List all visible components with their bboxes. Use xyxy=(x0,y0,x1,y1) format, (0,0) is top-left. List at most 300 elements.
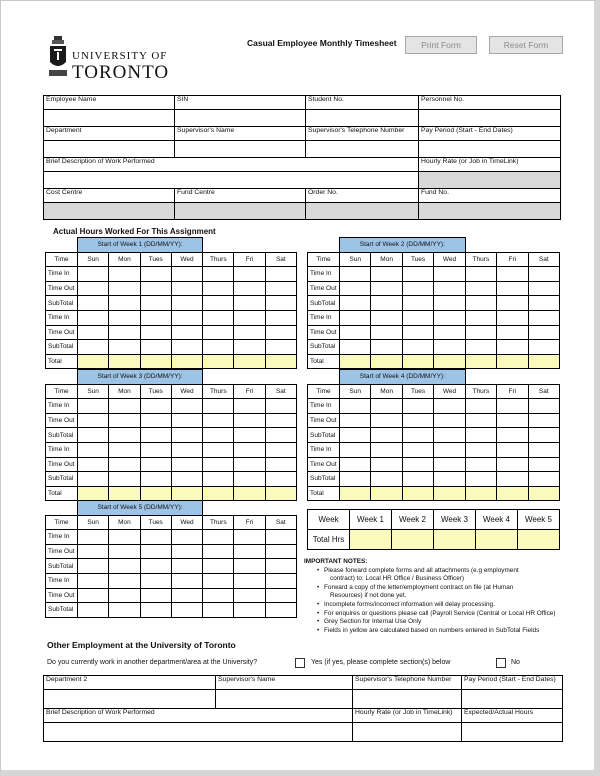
hours-cell[interactable] xyxy=(497,457,528,472)
hours-cell[interactable] xyxy=(203,530,234,545)
hours-cell[interactable] xyxy=(465,472,496,487)
row-label: SubTotal xyxy=(308,472,340,487)
hours-cell[interactable] xyxy=(528,340,559,355)
total-cell xyxy=(465,486,496,501)
hours-cell[interactable] xyxy=(434,413,465,428)
hours-cell[interactable] xyxy=(234,267,265,282)
hours-cell[interactable] xyxy=(109,428,140,443)
hours-cell[interactable] xyxy=(434,428,465,443)
no-label: No xyxy=(511,659,520,666)
hours-cell[interactable] xyxy=(109,413,140,428)
hours-cell[interactable] xyxy=(78,340,109,355)
hours-cell[interactable] xyxy=(203,399,234,414)
hours-cell[interactable] xyxy=(78,530,109,545)
week-4-title: Start of Week 4 (DD/MM/YY): xyxy=(340,370,466,385)
hours-cell[interactable] xyxy=(340,310,371,325)
hours-cell[interactable] xyxy=(234,530,265,545)
hours-cell[interactable] xyxy=(140,267,171,282)
row-label: Time Out xyxy=(46,413,78,428)
day-header: Fri xyxy=(234,515,265,530)
hours-cell[interactable] xyxy=(109,442,140,457)
hours-cell[interactable] xyxy=(265,310,296,325)
row-label: Time In xyxy=(46,399,78,414)
hours-cell[interactable] xyxy=(234,296,265,311)
order-no-field[interactable] xyxy=(306,203,419,220)
hours-cell[interactable] xyxy=(78,296,109,311)
day-header: Sun xyxy=(340,252,371,267)
hours-cell[interactable] xyxy=(371,442,402,457)
hours-cell[interactable] xyxy=(265,530,296,545)
hours-cell[interactable] xyxy=(402,472,433,487)
hours-cell[interactable] xyxy=(203,588,234,603)
hours-cell[interactable] xyxy=(234,325,265,340)
hours-cell[interactable] xyxy=(434,325,465,340)
work-description-field[interactable] xyxy=(44,172,419,189)
hours-cell[interactable] xyxy=(265,544,296,559)
hours-cell[interactable] xyxy=(402,310,433,325)
hours-cell[interactable] xyxy=(171,457,202,472)
hours-cell[interactable] xyxy=(371,472,402,487)
note-line: • For enquires or questions please call (Payroll Service (Central or Local HR Office) xyxy=(324,610,574,619)
hours-cell[interactable] xyxy=(497,325,528,340)
hours-cell[interactable] xyxy=(109,281,140,296)
hours-cell[interactable] xyxy=(465,310,496,325)
hours-cell[interactable] xyxy=(78,573,109,588)
time-column-header: Time xyxy=(308,252,340,267)
other-supervisor-phone-field[interactable] xyxy=(353,690,462,709)
hours-cell[interactable] xyxy=(340,267,371,282)
supervisor-name-field[interactable] xyxy=(175,141,306,158)
hours-cell[interactable] xyxy=(109,544,140,559)
hours-cell[interactable] xyxy=(528,281,559,296)
total-hrs-week-2 xyxy=(392,530,434,550)
hours-cell[interactable] xyxy=(265,603,296,618)
week-title-spacer xyxy=(203,370,297,385)
hours-cell[interactable] xyxy=(140,296,171,311)
row-label: Time Out xyxy=(46,457,78,472)
total-cell xyxy=(434,486,465,501)
hours-cell[interactable] xyxy=(234,399,265,414)
hours-cell[interactable] xyxy=(109,310,140,325)
hours-cell[interactable] xyxy=(234,573,265,588)
hours-cell[interactable] xyxy=(371,325,402,340)
hours-cell[interactable] xyxy=(140,472,171,487)
hours-cell[interactable] xyxy=(140,457,171,472)
supervisor-phone-label: Supervisor's Telephone Number xyxy=(306,127,419,141)
other-hourly-rate-field[interactable] xyxy=(353,723,462,742)
day-header: Wed xyxy=(434,384,465,399)
hours-cell[interactable] xyxy=(171,573,202,588)
employee-name-field[interactable] xyxy=(44,110,175,127)
hours-cell[interactable] xyxy=(203,340,234,355)
hours-cell[interactable] xyxy=(109,573,140,588)
hours-cell[interactable] xyxy=(109,530,140,545)
hours-cell[interactable] xyxy=(265,588,296,603)
hours-cell[interactable] xyxy=(434,457,465,472)
row-label: Time In xyxy=(46,267,78,282)
hours-cell[interactable] xyxy=(340,340,371,355)
row-label: Time In xyxy=(46,530,78,545)
hours-cell[interactable] xyxy=(171,267,202,282)
hours-cell[interactable] xyxy=(140,559,171,574)
hours-cell[interactable] xyxy=(371,428,402,443)
department-field[interactable] xyxy=(44,141,175,158)
hours-cell[interactable] xyxy=(78,281,109,296)
expected-hours-label: Expected/Actual Hours xyxy=(462,709,563,723)
yes-checkbox[interactable] xyxy=(295,658,305,668)
hours-cell[interactable] xyxy=(465,413,496,428)
other-work-description-field[interactable] xyxy=(44,723,353,742)
hours-cell[interactable] xyxy=(109,472,140,487)
hours-cell[interactable] xyxy=(234,413,265,428)
hours-cell[interactable] xyxy=(171,296,202,311)
hours-cell[interactable] xyxy=(234,442,265,457)
hours-cell[interactable] xyxy=(234,544,265,559)
hours-cell[interactable] xyxy=(109,588,140,603)
print-form-button[interactable]: Print Form xyxy=(405,36,477,54)
hours-cell[interactable] xyxy=(109,559,140,574)
hours-cell[interactable] xyxy=(371,281,402,296)
hours-cell[interactable] xyxy=(371,310,402,325)
cost-centre-field[interactable] xyxy=(44,203,175,220)
hours-cell[interactable] xyxy=(371,340,402,355)
row-label: SubTotal xyxy=(308,340,340,355)
no-checkbox[interactable] xyxy=(496,658,506,668)
hours-cell[interactable] xyxy=(203,442,234,457)
day-header: Wed xyxy=(171,252,202,267)
hours-cell[interactable] xyxy=(203,325,234,340)
hours-cell[interactable] xyxy=(340,442,371,457)
supervisor-phone-field[interactable] xyxy=(306,141,419,158)
hours-cell[interactable] xyxy=(402,442,433,457)
day-header: Sun xyxy=(78,252,109,267)
hours-cell[interactable] xyxy=(78,544,109,559)
hours-cell[interactable] xyxy=(497,442,528,457)
hours-cell[interactable] xyxy=(434,472,465,487)
hours-cell[interactable] xyxy=(497,399,528,414)
hours-cell[interactable] xyxy=(234,457,265,472)
hours-cell[interactable] xyxy=(203,573,234,588)
hours-cell[interactable] xyxy=(140,603,171,618)
hours-cell[interactable] xyxy=(402,325,433,340)
note-line: contract) to: Local HR Office / Business Officer) xyxy=(330,575,465,583)
hours-cell[interactable] xyxy=(109,325,140,340)
department-2-field[interactable] xyxy=(44,690,216,709)
total-cell xyxy=(140,486,171,501)
fund-centre-field[interactable] xyxy=(175,203,306,220)
week-1-table xyxy=(45,237,297,369)
hours-cell[interactable] xyxy=(340,281,371,296)
day-header: Sun xyxy=(78,515,109,530)
hours-cell[interactable] xyxy=(402,399,433,414)
hours-cell[interactable] xyxy=(402,457,433,472)
hours-cell[interactable] xyxy=(340,413,371,428)
day-header: Thurs xyxy=(203,515,234,530)
total-cell xyxy=(78,486,109,501)
fund-no-field[interactable] xyxy=(419,203,561,220)
hours-cell[interactable] xyxy=(465,325,496,340)
hours-cell[interactable] xyxy=(465,281,496,296)
expected-hours-field[interactable] xyxy=(462,723,563,742)
hours-cell[interactable] xyxy=(234,340,265,355)
hours-cell[interactable] xyxy=(234,559,265,574)
pay-period-field[interactable] xyxy=(419,141,561,158)
hours-cell[interactable] xyxy=(140,544,171,559)
other-pay-period-field[interactable] xyxy=(462,690,563,709)
hours-cell[interactable] xyxy=(465,457,496,472)
hours-cell[interactable] xyxy=(203,603,234,618)
row-label: Time Out xyxy=(46,544,78,559)
hours-cell[interactable] xyxy=(265,281,296,296)
hours-cell[interactable] xyxy=(109,296,140,311)
hours-cell[interactable] xyxy=(265,559,296,574)
hours-cell[interactable] xyxy=(402,281,433,296)
hours-cell[interactable] xyxy=(171,442,202,457)
hours-cell[interactable] xyxy=(528,457,559,472)
hours-cell[interactable] xyxy=(203,267,234,282)
hours-cell[interactable] xyxy=(528,472,559,487)
hours-cell[interactable] xyxy=(140,340,171,355)
hours-cell[interactable] xyxy=(265,472,296,487)
row-label: Time In xyxy=(46,442,78,457)
day-header: Sat xyxy=(265,252,296,267)
hours-cell[interactable] xyxy=(497,428,528,443)
hours-cell[interactable] xyxy=(234,472,265,487)
hours-cell[interactable] xyxy=(78,457,109,472)
hours-cell[interactable] xyxy=(109,457,140,472)
hours-cell[interactable] xyxy=(203,559,234,574)
hours-cell[interactable] xyxy=(203,428,234,443)
hours-cell[interactable] xyxy=(234,588,265,603)
hours-cell[interactable] xyxy=(78,472,109,487)
hours-cell[interactable] xyxy=(497,472,528,487)
hours-cell[interactable] xyxy=(265,573,296,588)
personnel-no-field[interactable] xyxy=(419,110,561,127)
yes-label: Yes (if yes, please complete section(s) below xyxy=(311,659,451,666)
hours-cell[interactable] xyxy=(234,310,265,325)
hours-cell[interactable] xyxy=(203,413,234,428)
hours-cell[interactable] xyxy=(140,530,171,545)
hours-cell[interactable] xyxy=(340,472,371,487)
day-header: Thurs xyxy=(203,384,234,399)
hours-cell[interactable] xyxy=(402,267,433,282)
hours-cell[interactable] xyxy=(434,442,465,457)
hours-cell[interactable] xyxy=(528,413,559,428)
hours-cell[interactable] xyxy=(497,340,528,355)
week-title-spacer xyxy=(203,238,297,253)
hours-cell[interactable] xyxy=(265,442,296,457)
hours-cell[interactable] xyxy=(203,472,234,487)
day-header: Fri xyxy=(234,252,265,267)
important-notes xyxy=(304,558,574,635)
week-title-spacer xyxy=(465,370,559,385)
hours-cell[interactable] xyxy=(497,310,528,325)
hours-cell[interactable] xyxy=(140,281,171,296)
hours-cell[interactable] xyxy=(265,340,296,355)
hours-cell[interactable] xyxy=(402,413,433,428)
week-1-title: Start of Week 1 (DD/MM/YY): xyxy=(78,238,203,253)
hours-cell[interactable] xyxy=(78,325,109,340)
hours-cell[interactable] xyxy=(78,588,109,603)
hours-cell[interactable] xyxy=(371,413,402,428)
hours-cell[interactable] xyxy=(171,588,202,603)
hours-cell[interactable] xyxy=(528,442,559,457)
hours-cell[interactable] xyxy=(171,413,202,428)
row-label: SubTotal xyxy=(46,472,78,487)
hours-cell[interactable] xyxy=(371,267,402,282)
hours-cell[interactable] xyxy=(340,325,371,340)
hours-cell[interactable] xyxy=(171,340,202,355)
hours-cell[interactable] xyxy=(497,281,528,296)
hours-cell[interactable] xyxy=(171,530,202,545)
row-label: Time In xyxy=(308,442,340,457)
hours-cell[interactable] xyxy=(265,296,296,311)
hours-cell[interactable] xyxy=(171,325,202,340)
hourly-rate-field[interactable] xyxy=(419,172,561,189)
hours-cell[interactable] xyxy=(497,413,528,428)
hours-cell[interactable] xyxy=(265,267,296,282)
total-hrs-week-4 xyxy=(476,530,518,550)
hours-cell[interactable] xyxy=(78,399,109,414)
hours-cell[interactable] xyxy=(171,428,202,443)
hours-cell[interactable] xyxy=(109,267,140,282)
hours-cell[interactable] xyxy=(234,428,265,443)
hours-cell[interactable] xyxy=(203,310,234,325)
hours-cell[interactable] xyxy=(140,442,171,457)
hours-cell[interactable] xyxy=(497,267,528,282)
supervisor-name-label: Supervisor's Name xyxy=(175,127,306,141)
hours-cell[interactable] xyxy=(78,442,109,457)
hours-cell[interactable] xyxy=(265,399,296,414)
hours-cell[interactable] xyxy=(265,457,296,472)
other-supervisor-name-field[interactable] xyxy=(216,690,353,709)
hours-cell[interactable] xyxy=(434,267,465,282)
reset-form-button[interactable]: Reset Form xyxy=(489,36,563,54)
week-3-title: Start of Week 3 (DD/MM/YY): xyxy=(78,370,203,385)
department-2-label: Department 2 xyxy=(44,676,216,690)
hours-cell[interactable] xyxy=(340,399,371,414)
day-header: Tues xyxy=(402,384,433,399)
hours-cell[interactable] xyxy=(465,428,496,443)
day-header: Sat xyxy=(265,515,296,530)
work-description-label: Brief Description of Work Performed xyxy=(44,158,419,172)
hours-cell[interactable] xyxy=(528,296,559,311)
hours-cell[interactable] xyxy=(434,281,465,296)
hours-cell[interactable] xyxy=(340,457,371,472)
week-title-spacer xyxy=(203,501,297,516)
day-header: Tues xyxy=(140,252,171,267)
total-cell xyxy=(234,354,265,369)
total-cell xyxy=(528,486,559,501)
hours-cell[interactable] xyxy=(402,340,433,355)
hours-cell[interactable] xyxy=(171,603,202,618)
summary-week-4-header: Week 4 xyxy=(476,510,518,530)
sin-field[interactable] xyxy=(175,110,306,127)
row-label: Time Out xyxy=(308,325,340,340)
row-label: SubTotal xyxy=(46,296,78,311)
note-line: • Grey Section for Internal Use Only xyxy=(324,618,574,627)
hours-cell[interactable] xyxy=(402,428,433,443)
hours-cell[interactable] xyxy=(371,399,402,414)
hours-cell[interactable] xyxy=(109,603,140,618)
hours-cell[interactable] xyxy=(434,296,465,311)
hours-cell[interactable] xyxy=(203,544,234,559)
hours-cell[interactable] xyxy=(171,544,202,559)
hours-cell[interactable] xyxy=(109,399,140,414)
hours-cell[interactable] xyxy=(340,296,371,311)
hours-cell[interactable] xyxy=(78,428,109,443)
hours-cell[interactable] xyxy=(171,399,202,414)
hours-cell[interactable] xyxy=(171,281,202,296)
summary-week-1-header: Week 1 xyxy=(350,510,392,530)
hours-cell[interactable] xyxy=(528,428,559,443)
hours-cell[interactable] xyxy=(234,603,265,618)
hours-cell[interactable] xyxy=(140,413,171,428)
student-no-field[interactable] xyxy=(306,110,419,127)
hours-cell[interactable] xyxy=(528,325,559,340)
hours-cell[interactable] xyxy=(265,428,296,443)
hours-cell[interactable] xyxy=(371,457,402,472)
hours-cell[interactable] xyxy=(465,296,496,311)
hours-cell[interactable] xyxy=(465,442,496,457)
hours-cell[interactable] xyxy=(78,413,109,428)
row-label: SubTotal xyxy=(46,559,78,574)
hours-cell[interactable] xyxy=(140,428,171,443)
hours-cell[interactable] xyxy=(434,340,465,355)
summary-week-5-header: Week 5 xyxy=(518,510,560,530)
note-line: Resources) if not done yet. xyxy=(330,592,407,600)
hours-cell[interactable] xyxy=(140,325,171,340)
hours-cell[interactable] xyxy=(171,472,202,487)
hours-cell[interactable] xyxy=(265,325,296,340)
hours-cell[interactable] xyxy=(528,399,559,414)
hours-cell[interactable] xyxy=(265,413,296,428)
hours-cell[interactable] xyxy=(434,399,465,414)
day-header: Fri xyxy=(497,384,528,399)
hours-cell[interactable] xyxy=(78,603,109,618)
hours-cell[interactable] xyxy=(434,310,465,325)
hours-cell[interactable] xyxy=(465,399,496,414)
hours-cell[interactable] xyxy=(78,267,109,282)
hours-cell[interactable] xyxy=(140,399,171,414)
hours-cell[interactable] xyxy=(371,296,402,311)
hours-cell[interactable] xyxy=(528,267,559,282)
total-cell xyxy=(265,486,296,501)
order-no-label: Order No. xyxy=(306,189,419,203)
hours-cell[interactable] xyxy=(203,457,234,472)
hours-cell[interactable] xyxy=(140,573,171,588)
hours-cell[interactable] xyxy=(465,340,496,355)
hours-cell[interactable] xyxy=(497,296,528,311)
hours-cell[interactable] xyxy=(171,559,202,574)
hours-cell[interactable] xyxy=(465,267,496,282)
hours-cell[interactable] xyxy=(340,428,371,443)
hours-cell[interactable] xyxy=(528,310,559,325)
hours-cell[interactable] xyxy=(109,340,140,355)
row-label: SubTotal xyxy=(46,340,78,355)
hours-cell[interactable] xyxy=(78,310,109,325)
hours-cell[interactable] xyxy=(171,310,202,325)
hours-cell[interactable] xyxy=(234,281,265,296)
hours-cell[interactable] xyxy=(203,281,234,296)
hours-cell[interactable] xyxy=(140,310,171,325)
hours-cell[interactable] xyxy=(203,296,234,311)
hours-cell[interactable] xyxy=(402,296,433,311)
hours-cell[interactable] xyxy=(140,588,171,603)
time-column-header: Time xyxy=(308,384,340,399)
day-header: Mon xyxy=(109,515,140,530)
hours-cell[interactable] xyxy=(78,559,109,574)
